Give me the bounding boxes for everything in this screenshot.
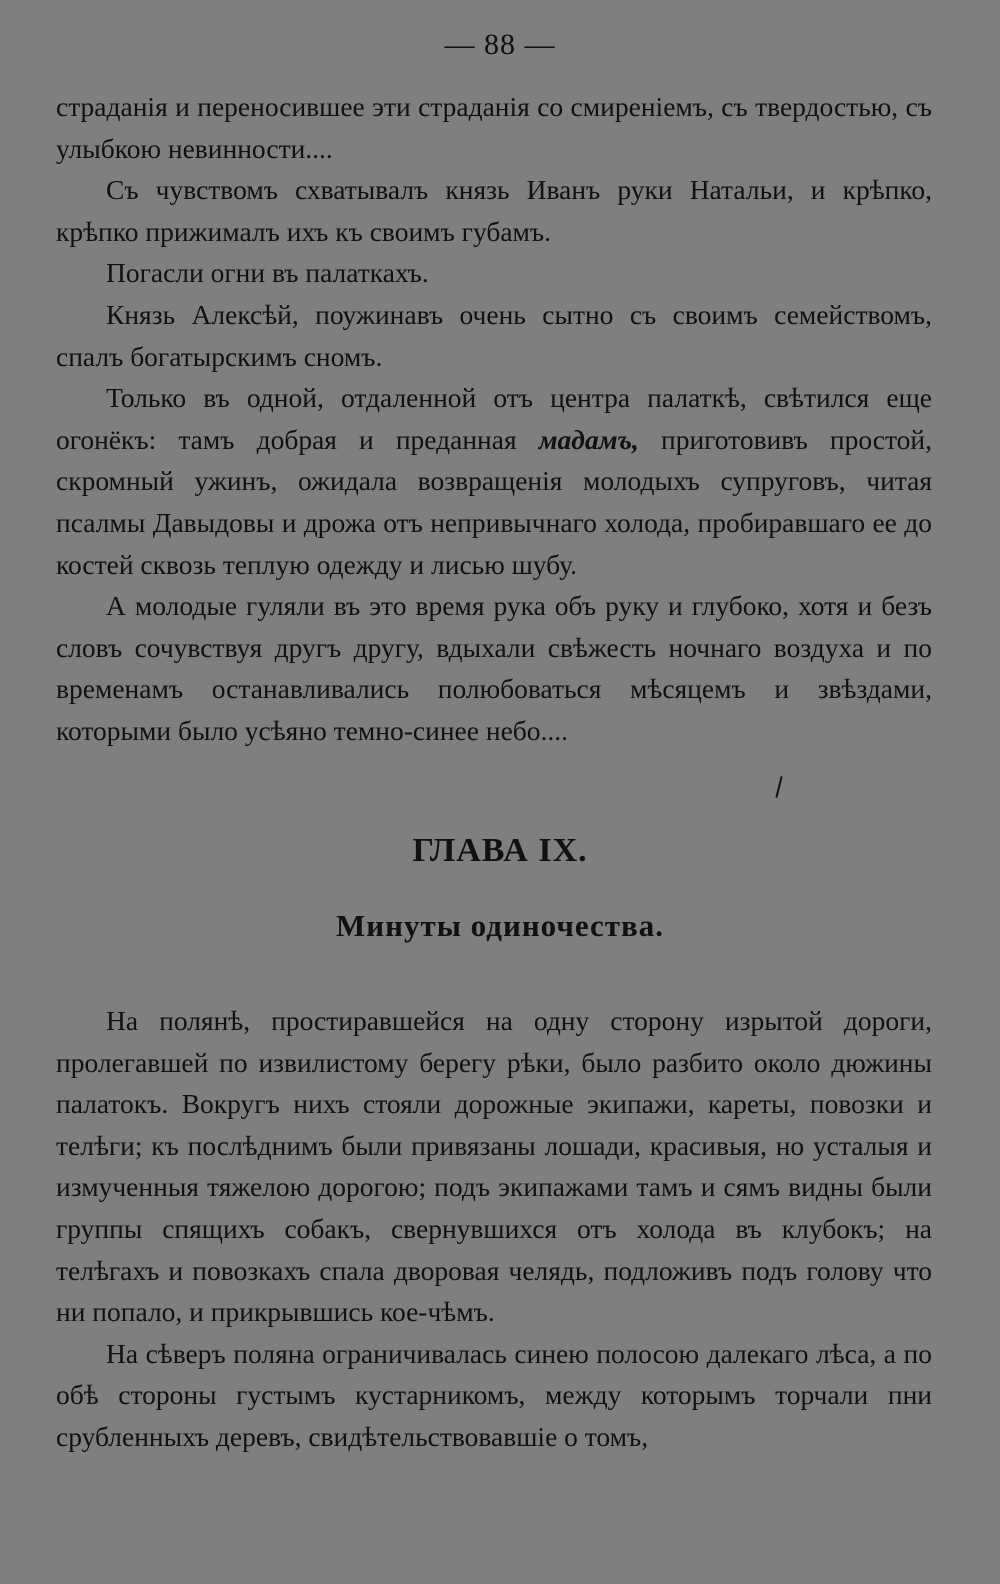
paragraph-text: приготовивъ простой, скромный ужинъ, ожидала возвращенія молодыхъ супруговъ, читая псалмы Давыдовы и дрожа отъ непривычнаго холода, пробиравшаго ее до костей сквозь теплую одежду и лисью шубу. xyxy=(56,423,932,580)
paragraph xyxy=(56,377,932,585)
paragraph: А молодые гуляли въ это время рука объ руку и глубоко, хотя и безъ словъ сочувствуя другъ другу, вдыхали свѣжесть ночнаго воздуха и по временамъ останавливались полюбоваться мѣсяцемъ и звѣздами, которыми было усѣяно темно-синее небо.... xyxy=(56,590,932,746)
paragraph: На сѣверъ поляна ограничивалась синею полосою далекаго лѣса, а по обѣ стороны густымъ кустарникомъ, между которымъ торчали пни срубленныхъ деревъ, свидѣтельствовавшіе о томъ, xyxy=(56,1337,932,1452)
stray-ink-mark xyxy=(775,776,782,798)
chapter-title: ГЛАВА IX. xyxy=(412,832,588,869)
text-block-bottom xyxy=(56,1000,932,1458)
emphasized-word: мадамъ, xyxy=(538,423,639,455)
paragraph: Князь Алексѣй, поужинавъ очень сытно съ своимъ семействомъ, спалъ богатырскимъ сномъ. xyxy=(56,298,932,372)
paragraph: На полянѣ, простиравшейся на одну сторону изрытой дороги, пролегавшей по извилистому берегу рѣки, было разбито около дюжины палатокъ. Вокругъ нихъ стояли дорожные экипажи, кареты, повозки и телѣги; къ послѣднимъ были привязаны лошади, красивыя, но усталыя и измученныя тяжелою дорогою; подъ экипажами тамъ и сямъ видны были группы спящихъ собакъ, свернувшихся отъ холода въ клубокъ; на телѣгахъ и повозкахъ спала дворовая челядь, подложивъ подъ голову что ни попало, и прикрывшись кое-чѣмъ. xyxy=(56,1005,932,1328)
paragraph: Съ чувствомъ схватывалъ князь Иванъ руки Натальи, и крѣпко, крѣпко прижималъ ихъ къ своимъ губамъ. xyxy=(56,174,932,247)
page-number: — 88 — xyxy=(444,28,556,61)
paragraph: страданія и переносившее эти страданія со смиреніемъ, съ твердостью, съ улыбкою невинности.... xyxy=(56,91,932,164)
paragraph: Погасли огни въ палаткахъ. xyxy=(106,257,429,289)
text-block-top xyxy=(56,86,932,752)
chapter-subtitle: Минуты одиночества. xyxy=(336,908,664,943)
paragraph-text: Только въ одной, отдаленной отъ центра палаткѣ, свѣтился еще огонёкъ: тамъ добрая и преданная xyxy=(56,382,932,455)
